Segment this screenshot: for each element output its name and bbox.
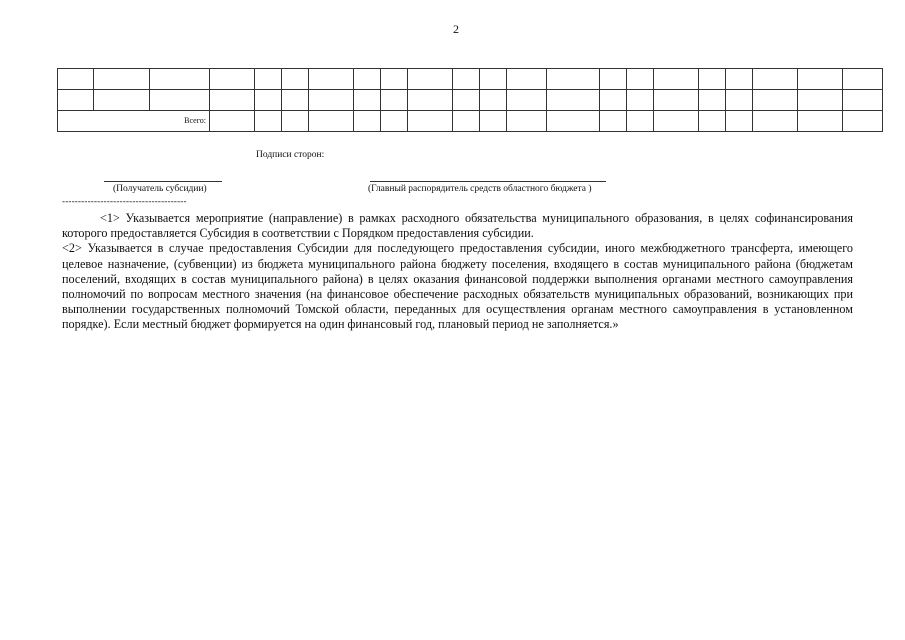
recipient-caption: (Получатель субсидии) bbox=[113, 184, 207, 194]
footnote-1: <1> Указывается мероприятие (направление) в рамках расходного обязательства муниципального образования, в целях софинансирования которого предоставляется Субсидия в соответствии с Порядком предоставления субсидии. bbox=[62, 211, 853, 241]
data-table bbox=[57, 68, 883, 132]
footnote-separator: --------------------------------------- bbox=[62, 196, 187, 206]
signatures-title: Подписи сторон: bbox=[256, 150, 325, 160]
manager-caption: (Главный распорядитель средств областного бюджета ) bbox=[368, 184, 592, 194]
recipient-signature-line bbox=[104, 181, 222, 182]
footnotes bbox=[62, 211, 853, 333]
manager-signature-line bbox=[370, 181, 606, 182]
page-number: 2 bbox=[453, 22, 459, 36]
footnote-2: <2> Указывается в случае предоставления Субсидии для последующего предоставления субсидии, иного межбюджетного трансферта, имеющего целевое назначение, (субвенции) из бюджета муниципального района бюджету поселения, входящего в состав муниципального района (бюджетам поселений, входящих в состав муниципального района) в целях оказания финансовой поддержки выполнения органами местного самоуправления полномочий по вопросам местного значения (на финансовое обеспечение расходных обязательств муниципальных образований, возникающих при выполнении государственных полномочий Томской области, переданных для осуществления органам местного самоуправления в установленном порядке). Если местный бюджет формируется на один финансовый год, плановый период не заполняется.» bbox=[62, 241, 853, 332]
total-label: Всего: bbox=[58, 111, 210, 132]
table-row bbox=[58, 69, 883, 90]
table-row bbox=[58, 90, 883, 111]
total-row bbox=[58, 111, 883, 132]
